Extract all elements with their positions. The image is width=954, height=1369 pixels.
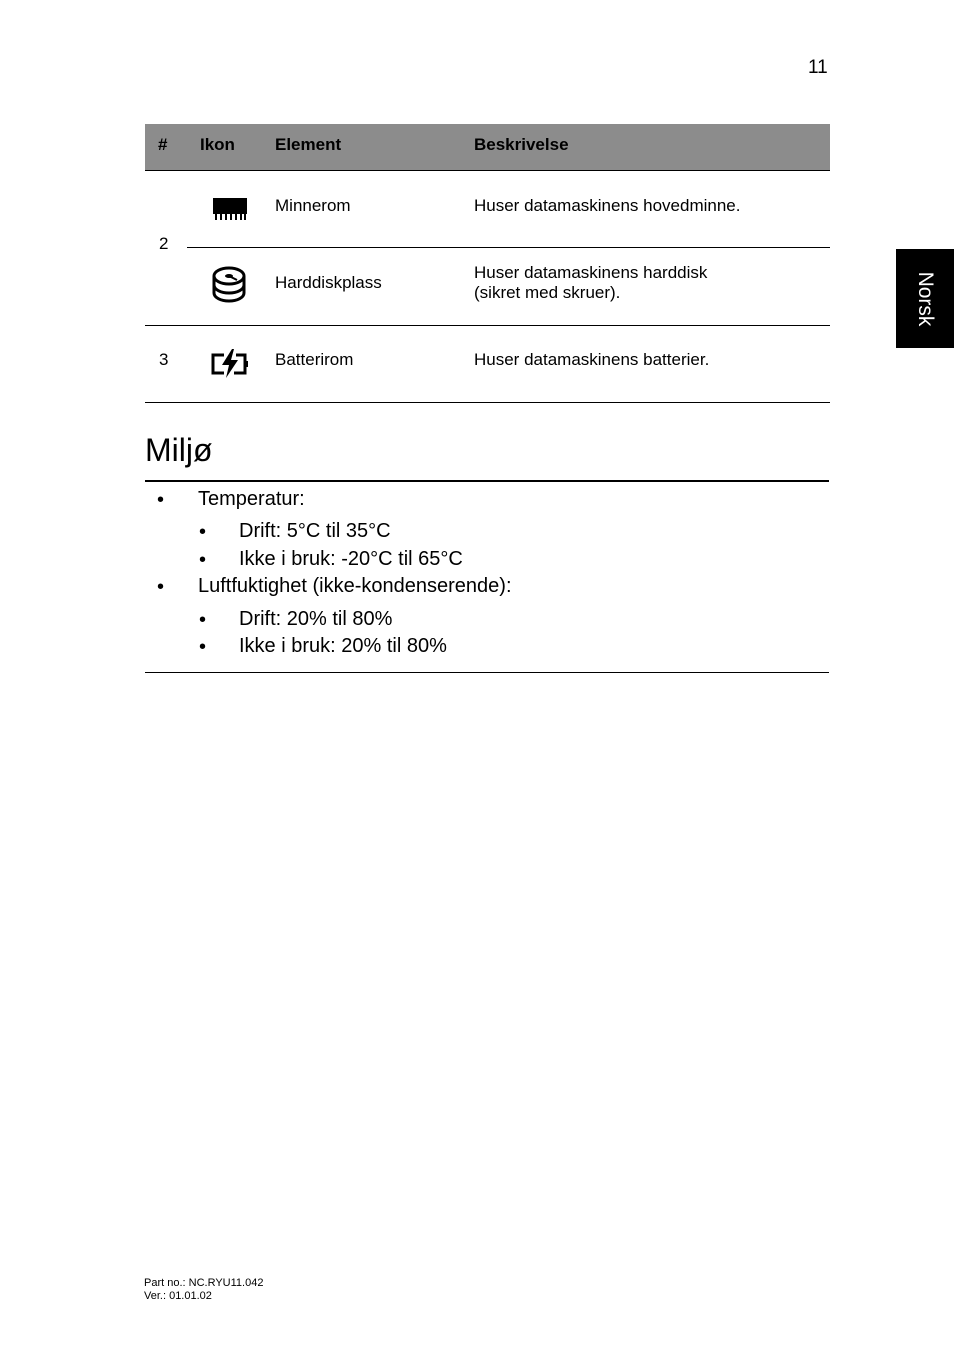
element-name: Minnerom: [275, 196, 351, 215]
bullet: •: [199, 609, 207, 631]
sub-list-item: Drift: 5°C til 35°C: [239, 520, 391, 542]
page-number: 11: [808, 57, 828, 78]
section-title: Miljø: [145, 432, 213, 468]
footer: [144, 1277, 263, 1303]
language-tab: [896, 249, 954, 348]
section-bottom-rule: [145, 672, 829, 673]
row-number: 2: [159, 234, 169, 253]
table-bottom-rule: [145, 402, 830, 403]
hard-disk-icon: [211, 266, 247, 304]
header-description: Beskrivelse: [474, 135, 569, 154]
header-num: #: [158, 135, 168, 154]
memory-icon: [212, 196, 248, 222]
header-element: Element: [275, 135, 342, 154]
bullet: •: [157, 489, 165, 511]
sub-list-item: Ikke i bruk: -20°C til 65°C: [239, 548, 463, 570]
header-icon: Ikon: [200, 135, 235, 154]
element-description: [474, 263, 707, 303]
battery-icon: [210, 347, 250, 379]
bullet: •: [157, 576, 165, 598]
version: Ver.: 01.01.02: [144, 1290, 212, 1302]
table-header: [145, 124, 830, 171]
element-description: Huser datamaskinens batterier.: [474, 350, 710, 369]
bullet: •: [199, 636, 207, 658]
language-tab-label: Norsk: [914, 271, 937, 326]
element-name: Harddiskplass: [275, 273, 382, 292]
part-number: Part no.: NC.RYU11.042: [144, 1277, 264, 1289]
list-item: Temperatur:: [198, 488, 305, 510]
element-description: Huser datamaskinens hovedminne.: [474, 196, 741, 215]
list-item: Luftfuktighet (ikke-kondenserende):: [198, 575, 512, 597]
section-rule: [145, 480, 829, 482]
row-number: 3: [159, 350, 169, 369]
sub-list-item: Ikke i bruk: 20% til 80%: [239, 635, 447, 657]
sub-list-item: Drift: 20% til 80%: [239, 608, 393, 630]
description-line: (sikret med skruer).: [474, 283, 621, 302]
row-divider: [187, 247, 830, 248]
row-divider: [145, 325, 830, 326]
bullet: •: [199, 549, 207, 571]
description-line: Huser datamaskinens harddisk: [474, 263, 708, 282]
bullet: •: [199, 521, 207, 543]
element-name: Batterirom: [275, 350, 354, 369]
